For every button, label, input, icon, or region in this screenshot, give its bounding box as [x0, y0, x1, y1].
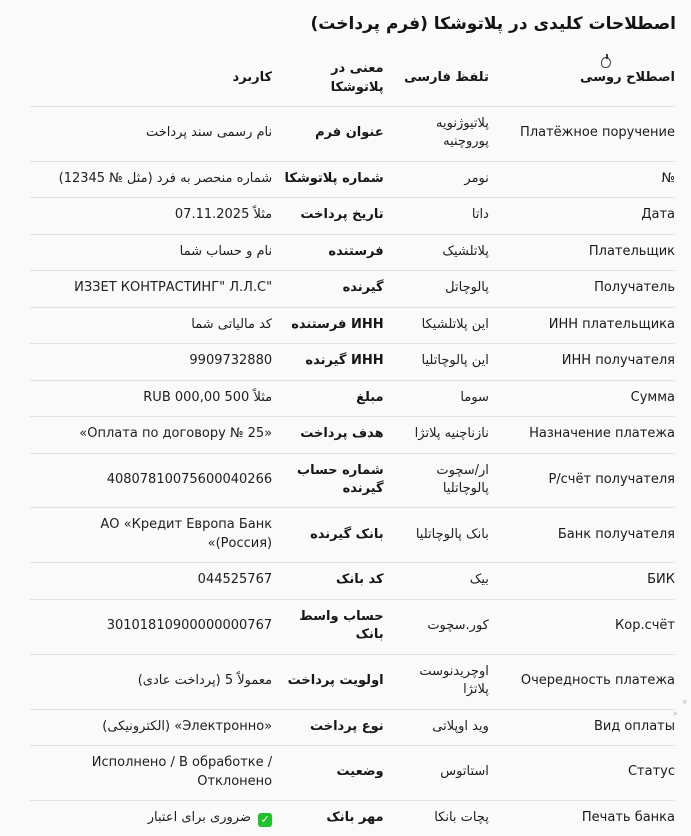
- table-row: [30, 161, 675, 197]
- scroll-down-arrow-artifact: ▾: [682, 699, 687, 708]
- pronunciation-cell: کور.سچوت: [384, 599, 489, 654]
- term-cell: Получатель: [489, 271, 675, 307]
- meaning-cell: وضعیت: [272, 746, 383, 801]
- meaning-cell: بانک گیرنده: [272, 508, 383, 563]
- term-cell: ИНН плательщика: [489, 307, 675, 343]
- meaning-cell: نوع پرداخت: [272, 709, 383, 745]
- term-cell: БИК: [489, 563, 675, 599]
- term-cell: Статус: [489, 746, 675, 801]
- table-row: [30, 198, 675, 234]
- table-row: [30, 417, 675, 453]
- meaning-cell: گیرنده: [272, 271, 383, 307]
- usage-cell: «Электронно» (الکترونیکی): [30, 709, 272, 745]
- usage-cell: 9909732880: [30, 344, 272, 380]
- usage-cell: Исполнено / В обработке / Отклонено: [30, 746, 272, 801]
- pronunciation-cell: بیک: [384, 563, 489, 599]
- usage-cell: «Оплата по договору № 25»: [30, 417, 272, 453]
- meaning-cell: ИНН فرستنده: [272, 307, 383, 343]
- term-cell: Кор.счёт: [489, 599, 675, 654]
- pronunciation-cell: داتا: [384, 198, 489, 234]
- table-body: [30, 107, 675, 836]
- table-row: [30, 307, 675, 343]
- term-cell: Очередность платежа: [489, 654, 675, 709]
- terms-table: [30, 48, 675, 836]
- pronunciation-cell: پچات بانکا: [384, 800, 489, 836]
- meaning-cell: فرستنده: [272, 234, 383, 270]
- term-cell: Дата: [489, 198, 675, 234]
- term-cell: Вид оплаты: [489, 709, 675, 745]
- usage-cell: نام رسمی سند پرداخت: [30, 107, 272, 162]
- mouse-cursor-artifact: [601, 57, 611, 68]
- usage-cell: 30101810900000000767: [30, 599, 272, 654]
- meaning-cell: کد بانک: [272, 563, 383, 599]
- meaning-cell: شماره پلاتوشکا: [272, 161, 383, 197]
- table-row: [30, 271, 675, 307]
- table-row: [30, 453, 675, 508]
- table-row: [30, 508, 675, 563]
- pronunciation-cell: پالوچاتل: [384, 271, 489, 307]
- pronunciation-cell: سوما: [384, 380, 489, 416]
- usage-cell: 044525767: [30, 563, 272, 599]
- meaning-cell: هدف پرداخت: [272, 417, 383, 453]
- pronunciation-cell: پلاتیوژنویه پوروچنیه: [384, 107, 489, 162]
- page-title: اصطلاحات کلیدی در پلاتوشکا (فرم پرداخت): [0, 0, 691, 35]
- pronunciation-cell: نومر: [384, 161, 489, 197]
- table-row: [30, 800, 675, 836]
- pronunciation-cell: ار/سچوت پالوچاتلیا: [384, 453, 489, 508]
- header-row: [30, 48, 675, 106]
- table-row: [30, 344, 675, 380]
- usage-cell: ✓ ضروری برای اعتبار: [30, 800, 272, 836]
- table-row: [30, 380, 675, 416]
- pronunciation-cell: اوچریدنوست پلاتژا: [384, 654, 489, 709]
- table-row: [30, 599, 675, 654]
- term-cell: Сумма: [489, 380, 675, 416]
- scroll-right-arrow-artifact: ▸: [673, 710, 678, 719]
- header-usage: کاربرد: [30, 48, 272, 106]
- term-cell: Печать банка: [489, 800, 675, 836]
- pronunciation-cell: نازناچنیه پلاتژا: [384, 417, 489, 453]
- table-header: [30, 48, 675, 106]
- term-cell: Банк получателя: [489, 508, 675, 563]
- term-cell: №: [489, 161, 675, 197]
- table-row: [30, 746, 675, 801]
- usage-cell: کد مالیاتی شما: [30, 307, 272, 343]
- table-row: [30, 654, 675, 709]
- usage-cell: مثلاً 07.11.2025: [30, 198, 272, 234]
- check-icon: ✓: [258, 813, 272, 827]
- usage-cell: АО «Кредит Европа Банк (Россия)‎»: [30, 508, 272, 563]
- pronunciation-cell: استاتوس: [384, 746, 489, 801]
- table-row: [30, 234, 675, 270]
- term-cell: Платёжное поручение: [489, 107, 675, 162]
- meaning-cell: مبلغ: [272, 380, 383, 416]
- meaning-cell: حساب واسط بانک: [272, 599, 383, 654]
- term-cell: Р/счёт получателя: [489, 453, 675, 508]
- usage-cell: نام و حساب شما: [30, 234, 272, 270]
- meaning-cell: مهر بانک: [272, 800, 383, 836]
- usage-cell: معمولاً 5 (پرداخت عادی): [30, 654, 272, 709]
- term-cell: Назначение платежа: [489, 417, 675, 453]
- table-row: [30, 107, 675, 162]
- usage-cell: 40807810075600040266: [30, 453, 272, 508]
- meaning-cell: عنوان فرم: [272, 107, 383, 162]
- meaning-cell: تاریخ پرداخت: [272, 198, 383, 234]
- pronunciation-cell: این پلاتلشیکا: [384, 307, 489, 343]
- meaning-cell: شماره حساب گیرنده: [272, 453, 383, 508]
- header-meaning: معنی در پلاتوشکا: [272, 48, 383, 106]
- table-row: [30, 709, 675, 745]
- usage-cell: شماره منحصر به فرد (مثل № 12345): [30, 161, 272, 197]
- term-cell: Плательщик: [489, 234, 675, 270]
- meaning-cell: اولویت پرداخت: [272, 654, 383, 709]
- pronunciation-cell: وید اوپلاتی: [384, 709, 489, 745]
- header-pronunciation: تلفظ فارسی: [384, 48, 489, 106]
- pronunciation-cell: پلاتلشیک: [384, 234, 489, 270]
- meaning-cell: ИНН گیرنده: [272, 344, 383, 380]
- table-row: [30, 563, 675, 599]
- pronunciation-cell: این پالوچاتلیا: [384, 344, 489, 380]
- term-cell: ИНН получателя: [489, 344, 675, 380]
- header-russian-term: اصطلاح روسی: [489, 48, 675, 106]
- usage-cell: "ИЗЗЕТ КОНТРАСТИНГ" Л.Л.С: [30, 271, 272, 307]
- usage-cell: مثلاً 500 000,00 RUB: [30, 380, 272, 416]
- pronunciation-cell: بانک پالوچاتلیا: [384, 508, 489, 563]
